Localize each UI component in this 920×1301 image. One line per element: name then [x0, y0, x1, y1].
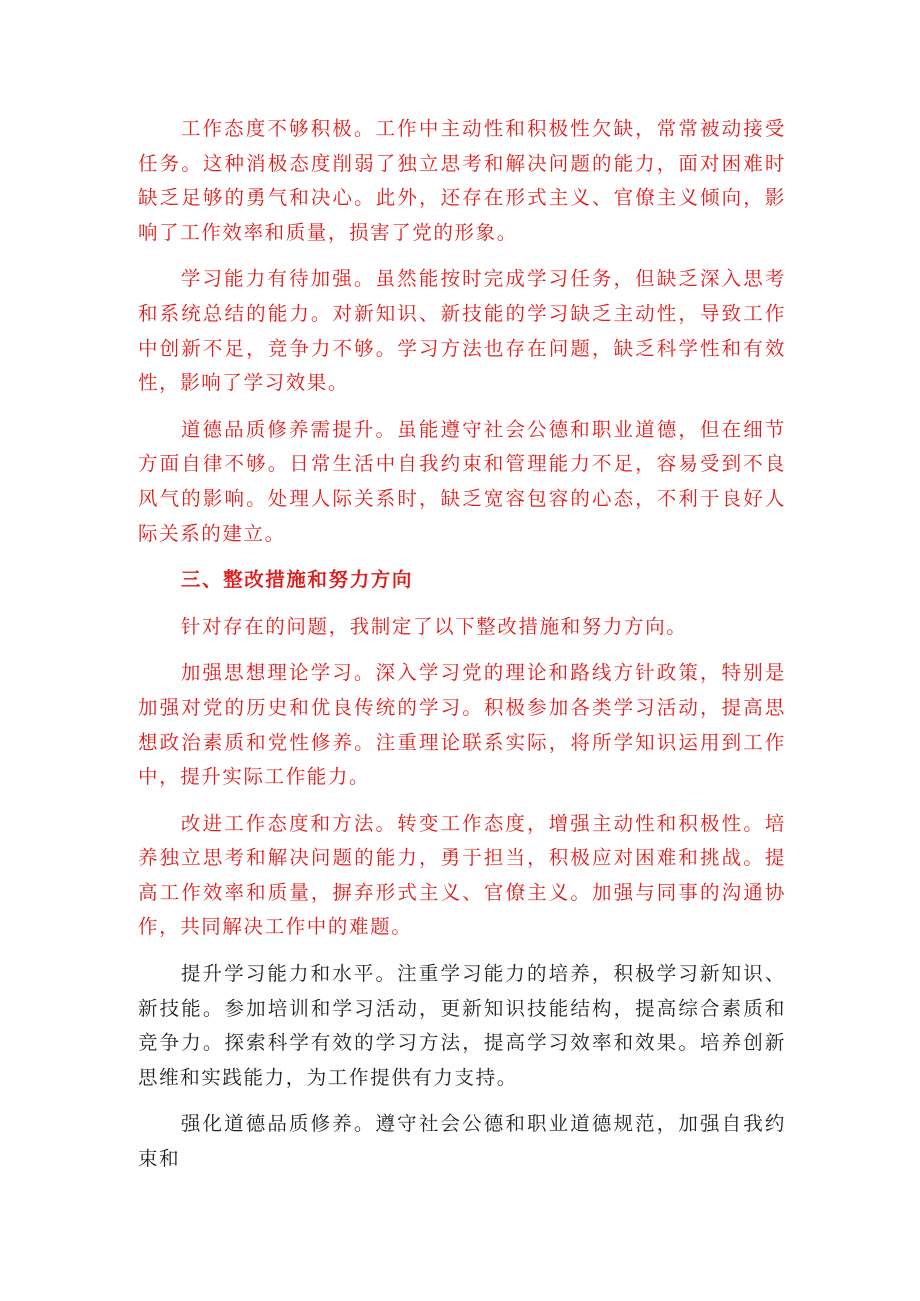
section-heading: 三、整改措施和努力方向	[180, 568, 413, 592]
paragraph-moral-quality: 道德品质修养需提升。虽能遵守社会公德和职业道德，但在细节方面自律不够。日常生活中自我约束和管理能力不足，容易受到不良风气的影响。处理人际关系时，缺乏宽容包容的心态，不利于良好人际关系的建立。	[138, 417, 786, 545]
paragraph-improve-learning: 提升学习能力和水平。注重学习能力的培养，积极学习新知识、新技能。参加培训和学习活动，更新知识技能结构，提高综合素质和竞争力。探索科学有效的学习方法，提高学习效率和效果。培养创新思维和实践能力，为工作提供有力支持。	[138, 962, 786, 1089]
paragraph-intro: 针对存在的问题，我制定了以下整改措施和努力方向。	[180, 614, 688, 638]
document-body	[138, 112, 786, 1189]
paragraph-theory-study: 加强思想理论学习。深入学习党的理论和路线方针政策，特别是加强对党的历史和优良传统的学习。积极参加各类学习活动，提高思想政治素质和党性修养。注重理论联系实际，将所学知识运用到工作中，提升实际工作能力。	[138, 661, 786, 789]
paragraph-strengthen-morality: 强化道德品质修养。遵守社会公德和职业道德规范，加强自我约束和	[138, 1112, 786, 1171]
paragraph-improve-attitude: 改进工作态度和方法。转变工作态度，增强主动性和积极性。培养独立思考和解决问题的能力，勇于担当，积极应对困难和挑战。提高工作效率和质量，摒弃形式主义、官僚主义。加强与同事的沟通协作，共同解决工作中的难题。	[138, 811, 786, 939]
paragraph-learning-ability: 学习能力有待加强。虽然能按时完成学习任务，但缺乏深入思考和系统总结的能力。对新知识、新技能的学习缺乏主动性，导致工作中创新不足，竞争力不够。学习方法也存在问题，缺乏科学性和有效性，影响了学习效果。	[138, 267, 786, 395]
paragraph-work-attitude: 工作态度不够积极。工作中主动性和积极性欠缺，常常被动接受任务。这种消极态度削弱了独立思考和解决问题的能力，面对困难时缺乏足够的勇气和决心。此外，还存在形式主义、官僚主义倾向，影响了工作效率和质量，损害了党的形象。	[138, 117, 786, 244]
